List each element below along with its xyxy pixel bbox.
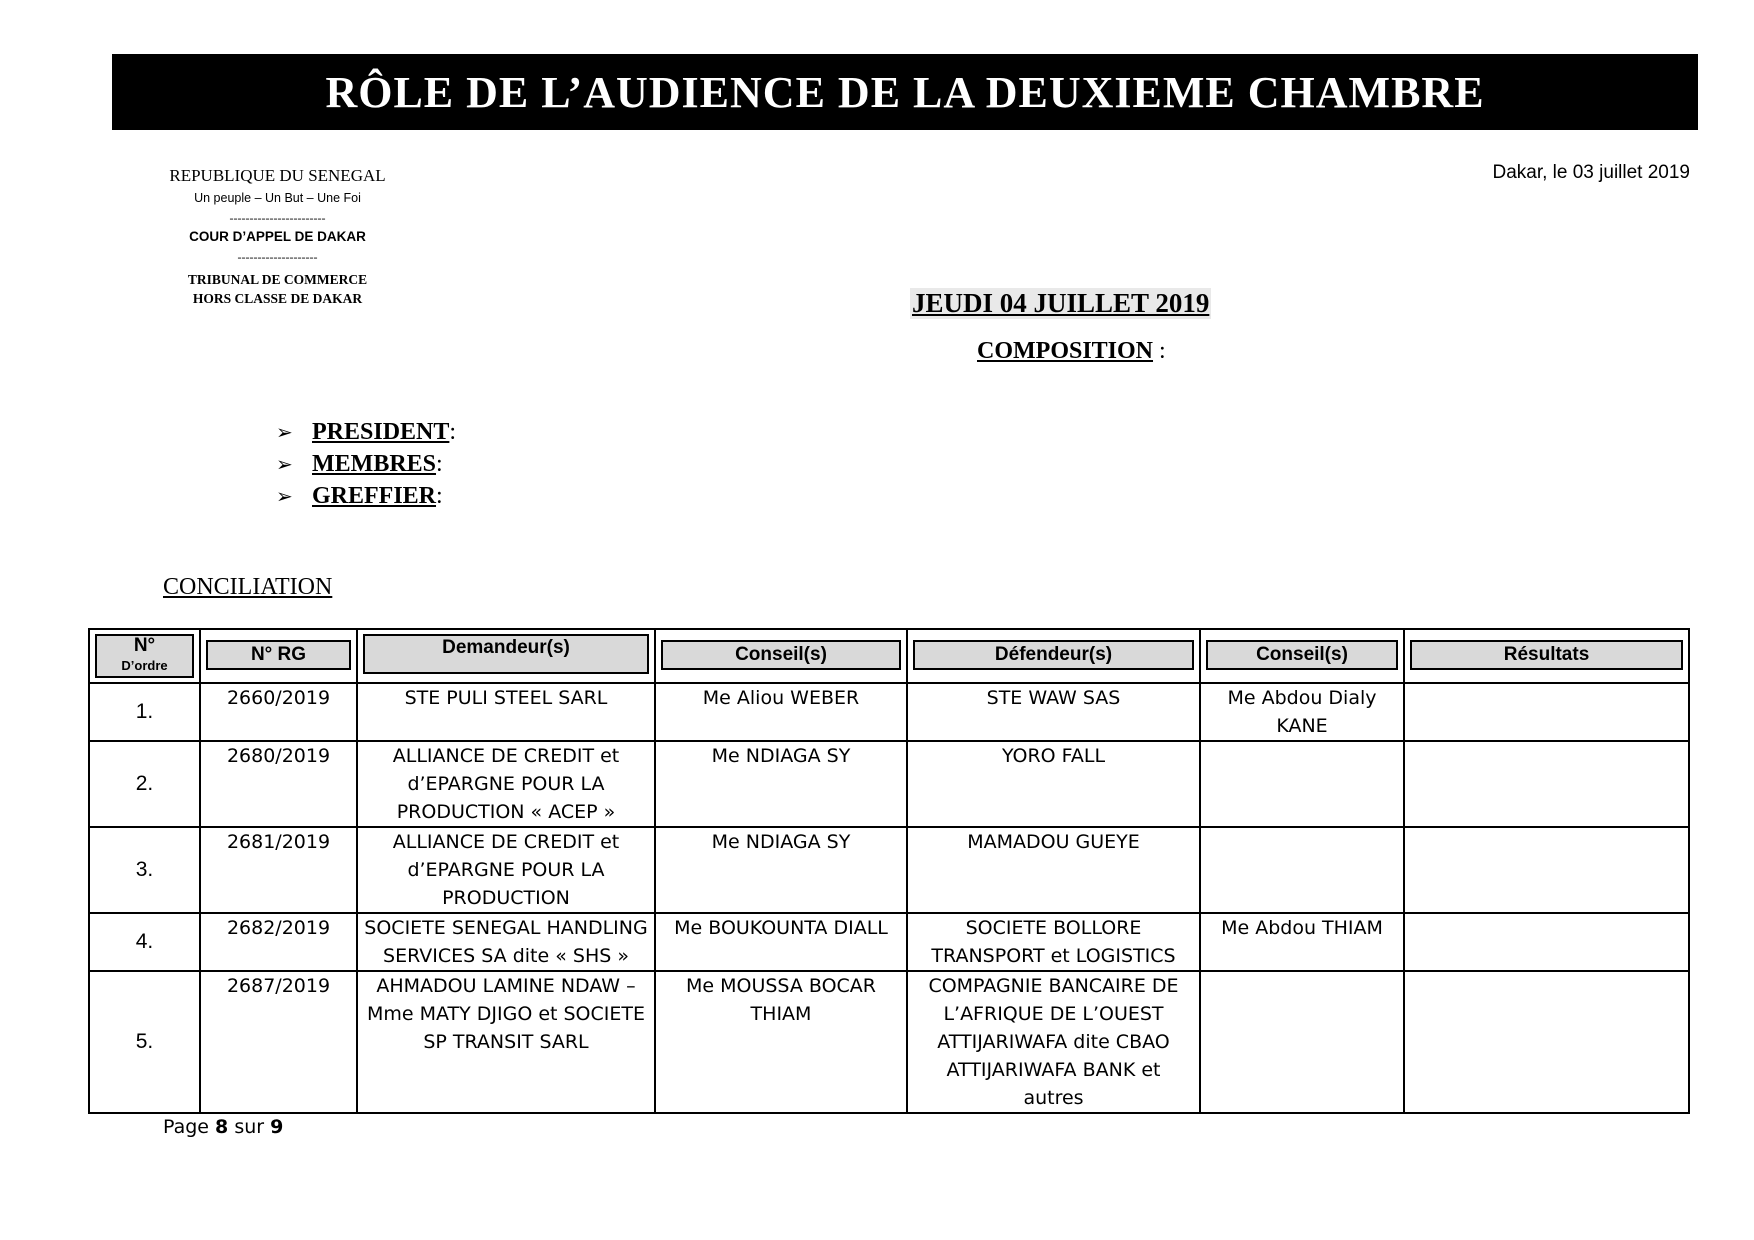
cell-counsel-2 [1200, 827, 1404, 913]
cell-plaintiff: AHMADOU LAMINE NDAW – Mme MATY DJIGO et SOCIETE SP TRANSIT SARL [357, 971, 655, 1113]
cell-rg: 2682/2019 [200, 913, 357, 971]
cell-results [1404, 913, 1689, 971]
cell-order: 4. [89, 913, 200, 971]
republic-name: REPUBLIQUE DU SENEGAL [169, 166, 386, 185]
cell-order: 2. [89, 741, 200, 827]
table-row [89, 741, 1689, 827]
cell-counsel: Me MOUSSA BOCAR THIAM [655, 971, 907, 1113]
cell-defendant: COMPAGNIE BANCAIRE DE L’AFRIQUE DE L’OUEST ATTIJARIWAFA dite CBAO ATTIJARIWAFA BANK et autres [907, 971, 1200, 1113]
separator-line: ------------------------ [229, 211, 326, 225]
cell-counsel-2: Me Abdou THIAM [1200, 913, 1404, 971]
role-item-members [276, 448, 456, 480]
cell-results [1404, 971, 1689, 1113]
cell-counsel: Me NDIAGA SY [655, 741, 907, 827]
cases-table [88, 628, 1690, 1114]
cell-rg: 2681/2019 [200, 827, 357, 913]
court-name: COUR D’APPEL DE DAKAR [189, 229, 366, 244]
cell-results [1404, 683, 1689, 741]
composition-heading [977, 338, 1166, 365]
cell-plaintiff: ALLIANCE DE CREDIT et d’EPARGNE POUR LA PRODUCTION « ACEP » [357, 741, 655, 827]
cell-plaintiff: SOCIETE SENEGAL HANDLING SERVICES SA dite « SHS » [357, 913, 655, 971]
header-order-main: N° [133, 635, 156, 656]
header-defendant: Défendeur(s) [907, 629, 1200, 683]
cell-rg: 2660/2019 [200, 683, 357, 741]
cell-counsel: Me BOUKOUNTA DIALL [655, 913, 907, 971]
tribunal-line-1: TRIBUNAL DE COMMERCE [187, 272, 368, 287]
page-number: Page 8 sur 9 [163, 1116, 284, 1138]
cell-counsel-2 [1200, 741, 1404, 827]
cell-plaintiff: ALLIANCE DE CREDIT et d’EPARGNE POUR LA PRODUCTION [357, 827, 655, 913]
tribunal-line-2: HORS CLASSE DE DAKAR [192, 291, 363, 306]
cell-counsel-2 [1200, 971, 1404, 1113]
cell-plaintiff: STE PULI STEEL SARL [357, 683, 655, 741]
total-pages: 9 [270, 1116, 284, 1138]
separator-line: -------------------- [237, 250, 318, 264]
section-title-conciliation: CONCILIATION [163, 574, 333, 600]
issuer-block [130, 166, 425, 308]
cell-results [1404, 827, 1689, 913]
role-colon: : [436, 450, 443, 477]
table-row [89, 827, 1689, 913]
hearing-date-title: JEUDI 04 JUILLET 2019 [912, 288, 1210, 318]
table-row [89, 683, 1689, 741]
role-item-president [276, 416, 456, 448]
role-label: PRESIDENT [312, 418, 450, 445]
cell-rg: 2687/2019 [200, 971, 357, 1113]
role-colon: : [436, 482, 443, 509]
cell-order: 5. [89, 971, 200, 1113]
arrow-bullet-icon: ➢ [276, 421, 293, 444]
cell-counsel: Me NDIAGA SY [655, 827, 907, 913]
arrow-bullet-icon: ➢ [276, 453, 293, 476]
place-and-date: Dakar, le 03 juillet 2019 [1492, 162, 1690, 183]
cell-defendant: YORO FALL [907, 741, 1200, 827]
cell-counsel: Me Aliou WEBER [655, 683, 907, 741]
header-rg: N° RG [200, 629, 357, 683]
cell-order: 3. [89, 827, 200, 913]
composition-roles-list [276, 416, 456, 512]
role-label: GREFFIER [312, 482, 437, 509]
role-colon: : [449, 418, 457, 445]
table-row [89, 971, 1689, 1113]
role-label: MEMBRES [312, 450, 437, 477]
cell-rg: 2680/2019 [200, 741, 357, 827]
table-row [89, 913, 1689, 971]
header-counsel: Conseil(s) [655, 629, 907, 683]
header-order-sub: D’ordre [121, 658, 168, 673]
table-header-row [89, 629, 1689, 683]
composition-label: COMPOSITION [977, 338, 1154, 364]
composition-colon: : [1153, 338, 1166, 364]
header-counsel-2: Conseil(s) [1200, 629, 1404, 683]
header-plaintiff: Demandeur(s) [357, 629, 655, 683]
header-results: Résultats [1404, 629, 1689, 683]
current-page: 8 [215, 1116, 229, 1138]
national-motto: Un peuple – Un But – Une Foi [194, 191, 361, 205]
header-order [89, 629, 200, 683]
cell-results [1404, 741, 1689, 827]
tribunal-name [130, 270, 425, 308]
cell-order: 1. [89, 683, 200, 741]
cell-defendant: MAMADOU GUEYE [907, 827, 1200, 913]
cell-defendant: STE WAW SAS [907, 683, 1200, 741]
role-item-clerk [276, 480, 456, 512]
document-banner-title: RÔLE DE L’AUDIENCE DE LA DEUXIEME CHAMBRE [112, 54, 1698, 130]
cell-defendant: SOCIETE BOLLORE TRANSPORT et LOGISTICS [907, 913, 1200, 971]
cell-counsel-2: Me Abdou Dialy KANE [1200, 683, 1404, 741]
arrow-bullet-icon: ➢ [276, 485, 293, 508]
